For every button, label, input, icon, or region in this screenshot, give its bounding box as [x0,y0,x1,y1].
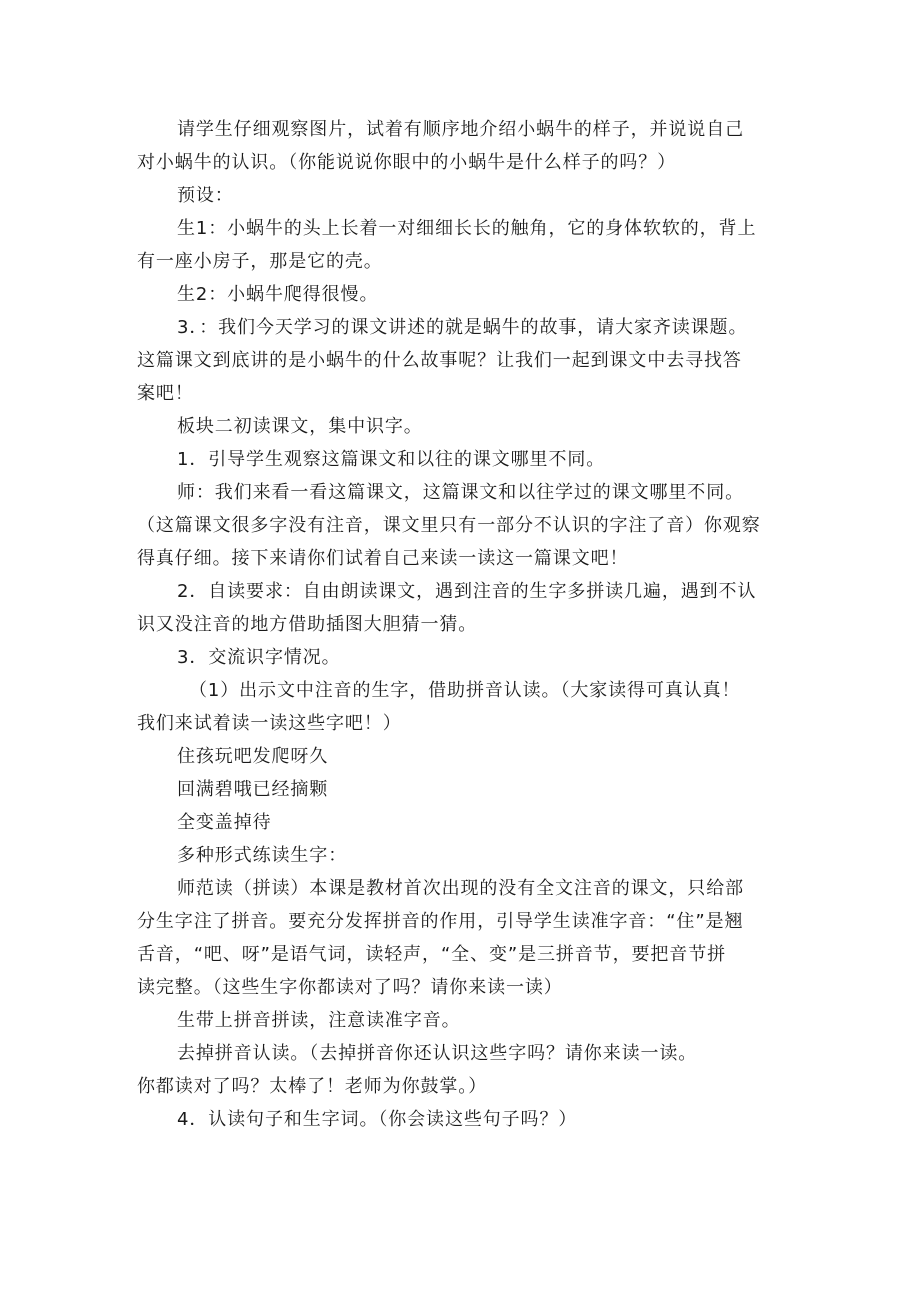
character-list-1 [137,740,793,773]
text-line: 这篇课文到底讲的是小蜗牛的什么故事呢？让我们一起到课文中去寻找答 [137,350,742,371]
text-line: 案吧！ [137,383,194,404]
text-line: （1）出示文中注音的生字，借助拼音认读。（大家读得可真认真！ [189,680,741,701]
text-line: 我们来试着读一读这些字吧！） [137,713,402,734]
text-line: 1．引导学生观察这篇课文和以往的课文哪里不同。 [177,449,606,470]
paragraph-sub-item-1 [137,674,793,740]
paragraph-student-2 [137,278,793,311]
paragraph-remove-pinyin [137,1037,793,1103]
text-line: 请学生仔细观察图片，试着有顺序地介绍小蜗牛的样子，并说说自己 [177,119,744,140]
text-line: 生带上拼音拼读，注意读准字音。 [177,1010,461,1031]
text-line: 分生字注了拼音。要充分发挥拼音的作用，引导学生读准字音：“住”是翘 [137,911,744,932]
text-line: 师：我们来看一看这篇课文，这篇课文和以往学过的课文哪里不同。 [177,482,744,503]
text-line: 读完整。（这些生字你都读对了吗？请你来读一读） [137,977,563,998]
text-line: 2．自读要求：自由朗读课文，遇到注音的生字多拼读几遍，遇到不认 [177,581,757,602]
text-line: 得真仔细。接下来请你们试着自己来读一读这一篇课文吧！ [137,548,629,569]
text-line: 生1：小蜗牛的头上长着一对细细长长的触角，它的身体软软的，背上 [177,218,757,239]
document-body [137,113,793,1136]
paragraph-item-3-story [137,311,793,410]
paragraph-observe-picture [137,113,793,179]
text-line: 4．认读句子和生字词。（你会读这些句子吗？） [177,1109,578,1130]
paragraph-item-2 [137,575,793,641]
text-line: 师范读（拼读）本课是教材首次出现的没有全文注音的课文，只给部 [177,878,744,899]
character-list-2 [137,773,793,806]
paragraph-item-4 [137,1103,793,1136]
text-line: 有一座小房子，那是它的壳。 [137,251,383,272]
paragraph-student-pinyin [137,1004,793,1037]
text-line: 识又没注音的地方借助插图大胆猜一猜。 [137,614,478,635]
text-line: 你都读对了吗？太棒了！老师为你鼓掌。） [137,1076,488,1097]
paragraph-practice-forms [137,839,793,872]
text-line: （这篇课文很多字没有注音，课文里只有一部分不认识的字注了音）你观察 [137,515,761,536]
character-list-3 [137,806,793,839]
text-line: 板块二初读课文，集中识字。 [177,416,423,437]
paragraph-student-1 [137,212,793,278]
text-line: 全变盖掉待 [177,812,272,833]
text-line: 预设： [177,185,234,206]
text-line: 舌音，“吧、呀”是语气词，读轻声，“全、变”是三拼音节，要把音节拼 [137,944,726,965]
paragraph-item-3 [137,641,793,674]
text-line: 3．：我们今天学习的课文讲述的就是蜗牛的故事，请大家齐读课题。 [177,317,748,338]
text-line: 对小蜗牛的认识。（你能说说你眼中的小蜗牛是什么样子的吗？） [137,152,677,173]
section-heading-block-2 [137,410,793,443]
text-line: 住孩玩吧发爬呀久 [177,746,329,767]
text-line: 多种形式练读生字： [177,845,348,866]
paragraph-teacher-model-reading [137,872,793,1004]
text-line: 3．交流识字情况。 [177,647,341,668]
paragraph-item-1 [137,443,793,476]
paragraph-teacher-compare [137,476,793,575]
text-line: 生2：小蜗牛爬得很慢。 [177,284,379,305]
text-line: 回满碧哦已经摘颗 [177,779,329,800]
text-line: 去掉拼音认读。（去掉拼音你还认识这些字吗？请你来读一读。 [177,1043,698,1064]
paragraph-preset [137,179,793,212]
